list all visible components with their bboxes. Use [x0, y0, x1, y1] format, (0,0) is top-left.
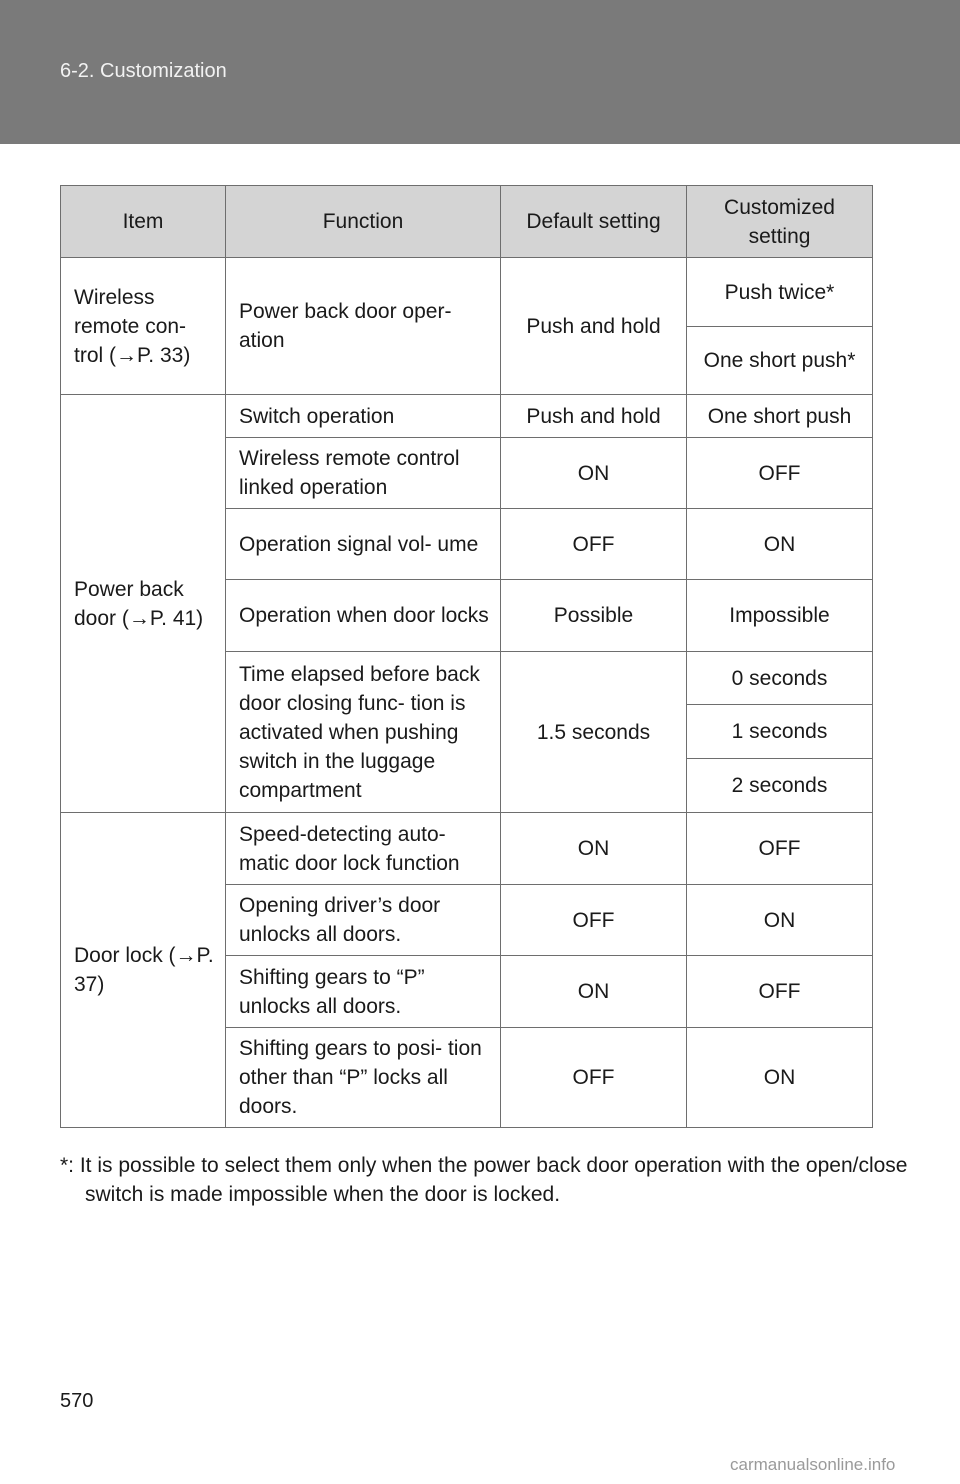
- customized-cell: OFF: [687, 813, 873, 885]
- function-cell: Speed-detecting auto- matic door lock function: [226, 813, 501, 885]
- function-cell: Wireless remote control linked operation: [226, 438, 501, 509]
- customized-cell: ON: [687, 885, 873, 956]
- default-cell: Push and hold: [501, 258, 687, 395]
- page-number: 570: [60, 1390, 94, 1412]
- customization-table: [60, 185, 873, 1128]
- customized-cell: Impossible: [687, 580, 873, 652]
- default-cell: ON: [501, 813, 687, 885]
- watermark: carmanualsonline.info: [730, 1455, 896, 1474]
- function-cell: Power back door oper- ation: [226, 258, 501, 395]
- table-row: [61, 258, 873, 327]
- default-cell: ON: [501, 438, 687, 509]
- customized-cell: Push twice*: [687, 258, 873, 327]
- table-row: [61, 813, 873, 885]
- customized-cell: One short push: [687, 395, 873, 438]
- function-cell: Opening driver’s door unlocks all doors.: [226, 885, 501, 956]
- customized-cell: 1 seconds: [687, 705, 873, 759]
- default-cell: 1.5 seconds: [501, 652, 687, 813]
- function-cell: Time elapsed before back door closing func- tion is activated when pushing switch in the luggage compartment: [226, 652, 501, 813]
- table-row: [61, 395, 873, 438]
- function-cell: Operation when door locks: [226, 580, 501, 652]
- section-title: 6-2. Customization: [60, 60, 227, 82]
- col-header-item: Item: [61, 186, 226, 258]
- table-header-row: [61, 186, 873, 258]
- function-cell: Switch operation: [226, 395, 501, 438]
- page-header: [0, 0, 960, 144]
- default-cell: OFF: [501, 1028, 687, 1128]
- col-header-function: Function: [226, 186, 501, 258]
- customized-cell: One short push*: [687, 327, 873, 395]
- function-cell: Shifting gears to “P” unlocks all doors.: [226, 956, 501, 1028]
- default-cell: ON: [501, 956, 687, 1028]
- item-cell: Door lock (→P. 37): [61, 813, 226, 1128]
- item-cell: Wireless remote con- trol (→P. 33): [61, 258, 226, 395]
- footnote: *: It is possible to select them only when the power back door operation with the open/close switch is made impossible when the door is locked.: [60, 1154, 908, 1206]
- customized-cell: ON: [687, 509, 873, 580]
- customized-cell: OFF: [687, 438, 873, 509]
- col-header-customized: Customized setting: [687, 186, 873, 258]
- customized-cell: OFF: [687, 956, 873, 1028]
- function-cell: Shifting gears to posi- tion other than “P” locks all doors.: [226, 1028, 501, 1128]
- customized-cell: 0 seconds: [687, 652, 873, 705]
- default-cell: Push and hold: [501, 395, 687, 438]
- col-header-default: Default setting: [501, 186, 687, 258]
- customized-cell: ON: [687, 1028, 873, 1128]
- default-cell: Possible: [501, 580, 687, 652]
- default-cell: OFF: [501, 509, 687, 580]
- default-cell: OFF: [501, 885, 687, 956]
- customized-cell: 2 seconds: [687, 759, 873, 813]
- function-cell: Operation signal vol- ume: [226, 509, 501, 580]
- item-cell: Power back door (→P. 41): [61, 395, 226, 813]
